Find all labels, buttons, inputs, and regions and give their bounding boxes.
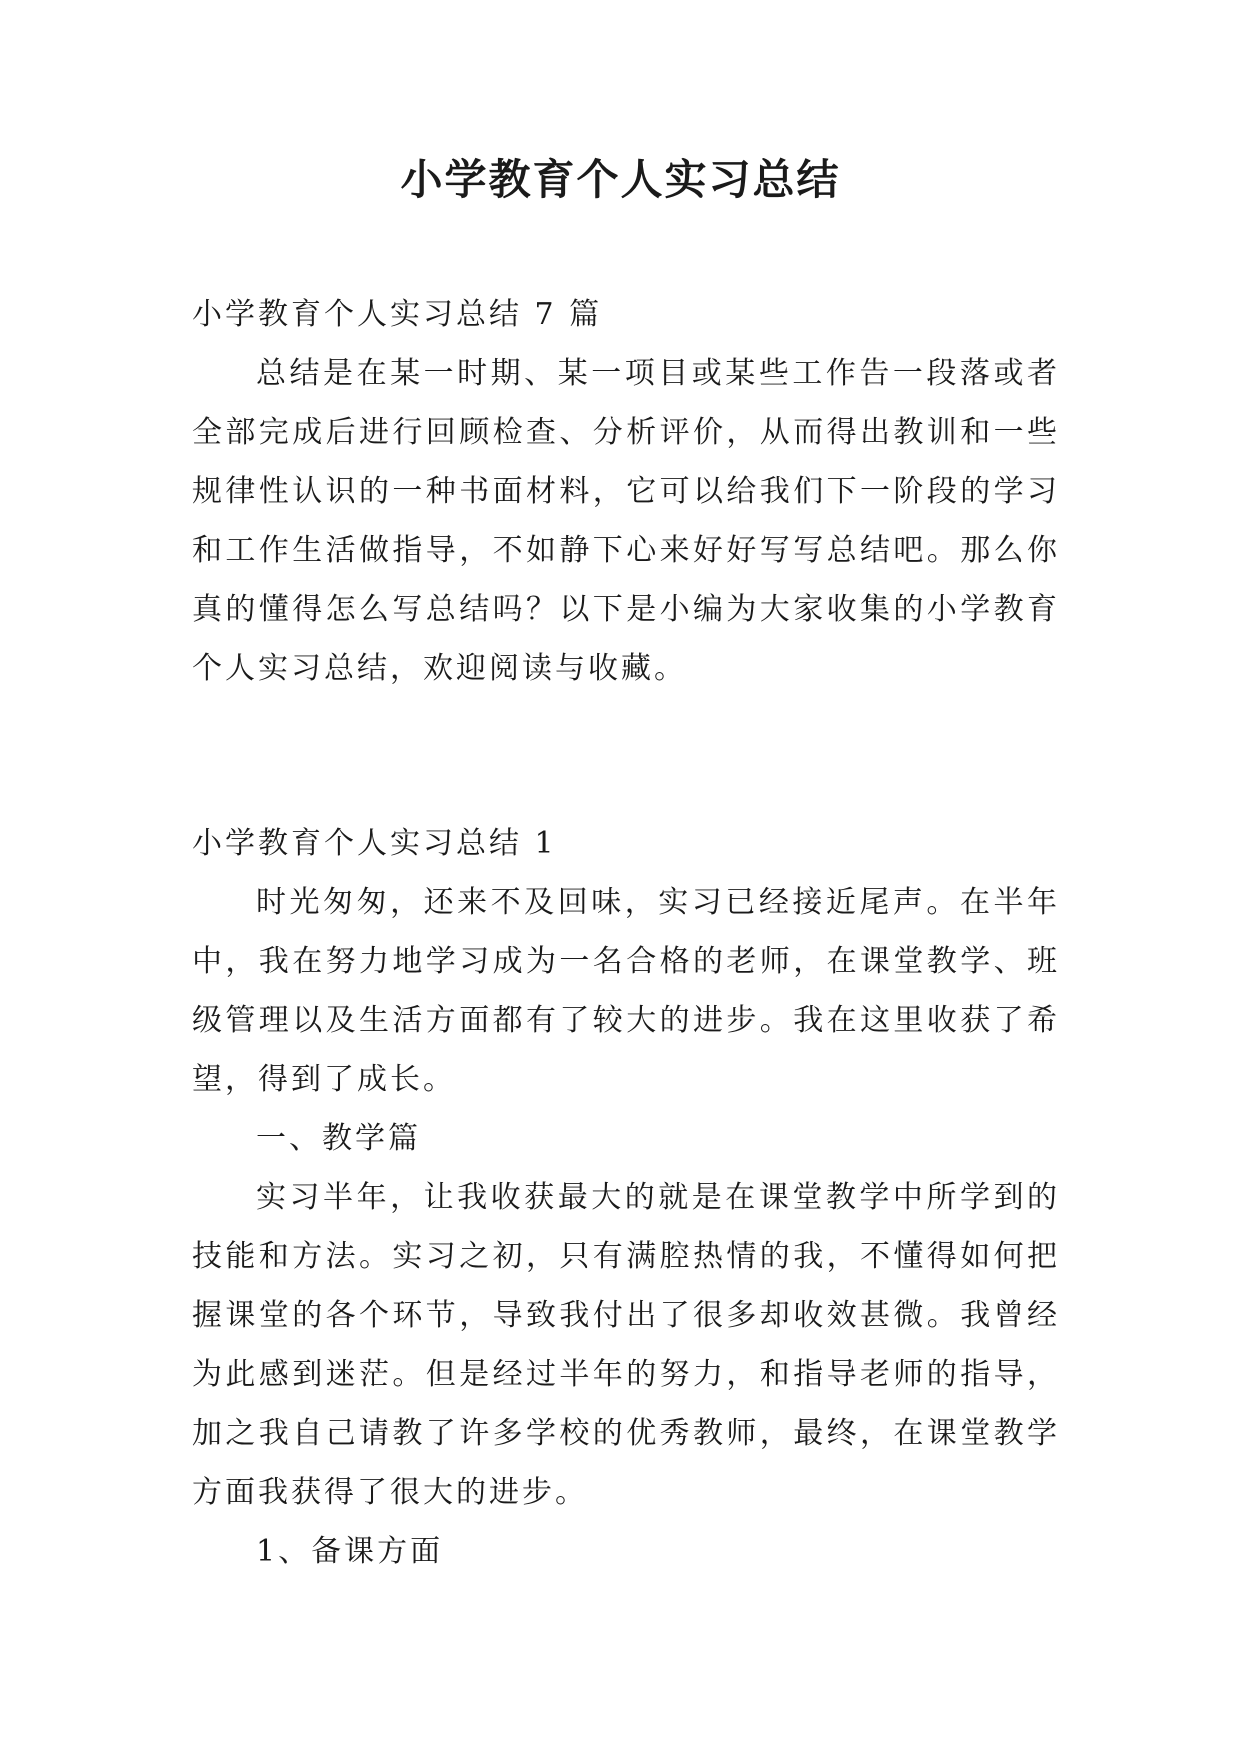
teaching-paragraph: 实习半年，让我收获最大的就是在课堂教学中所学到的技能和方法。实习之初，只有满腔热情的我，不懂得如何把握课堂的各个环节，导致我付出了很多却收效甚微。我曾经为此感到迷茫。但是经过半年的努力，和指导老师的指导，加之我自己请教了许多学校的优秀教师，最终，在课堂教学方面我获得了很大的进步。 <box>192 1180 1060 1510</box>
lesson-prep-subheading: 1、备课方面 <box>256 1534 444 1569</box>
section-1 <box>192 814 1060 1581</box>
intro-section <box>192 285 1060 698</box>
intro-heading: 小学教育个人实习总结 7 篇 <box>192 297 603 332</box>
intro-paragraph: 总结是在某一时期、某一项目或某些工作告一段落或者全部完成后进行回顾检查、分析评价，从而得出教训和一些规律性认识的一种书面材料，它可以给我们下一阶段的学习和工作生活做指导，不如静下心来好好写写总结吧。那么你真的懂得怎么写总结吗？以下是小编为大家收集的小学教育个人实习总结，欢迎阅读与收藏。 <box>192 356 1060 686</box>
document-title: 小学教育个人实习总结 <box>400 155 841 204</box>
teaching-subheading: 一、教学篇 <box>256 1121 421 1156</box>
section-1-paragraph: 时光匆匆，还来不及回味，实习已经接近尾声。在半年中，我在努力地学习成为一名合格的老师，在课堂教学、班级管理以及生活方面都有了较大的进步。我在这里收获了希望，得到了成长。 <box>192 885 1060 1097</box>
section-1-heading: 小学教育个人实习总结 1 <box>192 826 557 861</box>
